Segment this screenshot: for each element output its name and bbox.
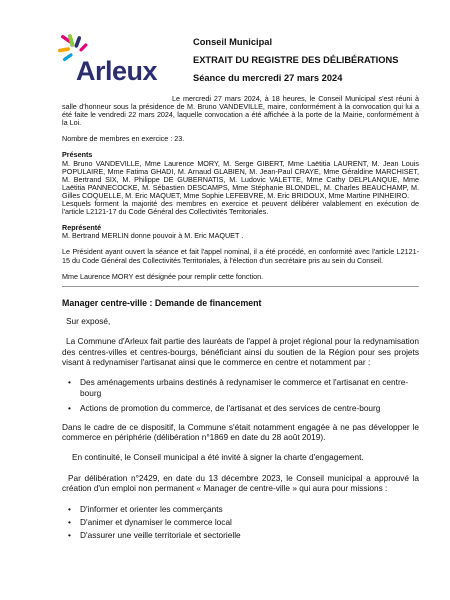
bullet-icon: •	[68, 530, 71, 541]
session-date: Séance du mercredi 27 mars 2024	[193, 73, 343, 83]
section-title: Manager centre-ville : Demande de financement	[62, 297, 262, 308]
list-item-text: D'animer et dynamiser le commerce local	[80, 516, 232, 527]
section-divider	[62, 286, 419, 287]
bullet-icon: •	[68, 403, 71, 414]
list-item	[68, 503, 419, 514]
list-item-text: D'informer et orienter les commerçants	[80, 503, 223, 514]
appel-nominal-text: Le Président ayant ouvert la séance et fait l'appel nominal, il a été procédé, en conformité avec l'article L2121-15 du Code Général des Collectivités Territoriales, à l'élection d'un secrétaire pris au sein du Conseil.	[62, 247, 419, 265]
section-para-2: Dans le cadre de ce dispositif, la Commune s'était notamment engagée à ne pas développer le commerce en périphérie (délibération n°1869 en date du 28 août 2019).	[62, 421, 419, 442]
section-para-1: La Commune d'Arleux fait partie des lauréats de l'appel à projet régional pour la redynamisation des centres-villes et centres-bourgs, bénéficiant ainsi du soutien de la Région pour ses projets visant à redynamiser l'artisanat ainsi que le commerce en centre et notamment par :	[62, 336, 419, 367]
majorite-text: Lesquels forment la majorité des membres en exercice et peuvent délibérer valablement en exécution de l'article L2121-17 du Code Général des Collectivités Territoriales.	[62, 199, 419, 217]
bullet-icon: •	[68, 377, 71, 388]
represente-heading: Représenté	[62, 223, 102, 233]
bullet-icon: •	[68, 503, 71, 514]
secretaire-text: Mme Laurence MORY est désignée pour remplir cette fonction.	[62, 271, 264, 281]
section-para-3: En continuité, le Conseil municipal a été invité à signer la charte d'engagement.	[72, 452, 364, 463]
expose-text: Sur exposé,	[66, 315, 111, 326]
list-item	[68, 377, 419, 398]
document-header	[193, 37, 433, 91]
bullet-list-1	[62, 377, 419, 413]
membres-exercice: Nombre de membres en exercice : 23.	[62, 134, 185, 144]
list-item-text: Des aménagements urbains destinés à redynamiser le commerce et l'artisanat en centre-bourg	[80, 377, 409, 398]
document-title: EXTRAIT DU REGISTRE DES DÉLIBÉRATIONS	[193, 55, 399, 65]
section-body	[62, 316, 419, 541]
list-item	[68, 403, 419, 414]
intro-paragraph: Le mercredi 27 mars 2024, à 18 heures, le Conseil Municipal s'est réuni à salle d'honneur sous la présidence de M. Bruno VANDEVILLE, maire, conformément à la convocation qui lui a été faite le vendredi 22 mars 2024, laquelle convocation a été affichée à la porte de la Mairie, conformément à la Loi.	[62, 94, 419, 128]
bullet-list-2	[62, 504, 419, 541]
document-body	[62, 95, 419, 549]
logo-text: Arleux	[76, 56, 158, 86]
presents-list: M. Bruno VANDEVILLE, Mme Laurence MORY, M. Serge GIBERT, Mme Laëtitia LAURENT, M. Jean Louis POPULAIRE, Mme Fatima GHADI, M. Arnaud GLABIEN, M. Jean-Paul CRAYE, Mme Géraldine MARCHISET, M. Bertrand SIX, M. Philippe DE GUBERNATIS, M. Ludovic VALETTE, Mme Cathy DELPLANQUE, Mme Laëtitia PANNECOCKE, M. Sébastien DESCAMPS, Mme Stéphanie BLONDEL, M. Charles BEAUCHAMP, M. Gilles COQUELLE, M. Eric MAQUET, Mme Sophie LEFEBVRE, M. Eric BRIDOUX, Mme Martine PINHEIRO.	[62, 158, 419, 200]
list-item-text: D'assurer une veille territoriale et sectorielle	[80, 530, 241, 541]
list-item	[68, 530, 419, 541]
list-item-text: Actions de promotion du commerce, de l'artisanat et des services de centre-bourg	[80, 403, 381, 414]
represente-list: M. Bertrand MERLIN donne pouvoir à M. Eric MAQUET .	[62, 231, 244, 241]
bullet-icon: •	[68, 516, 71, 527]
org-name: Conseil Municipal	[193, 37, 273, 47]
section-para-4: Par délibération n°2429, en date du 13 décembre 2023, le Conseil municipal a approuvé la création d'un emploi non permanent « Manager de centre-ville » qui aura pour missions :	[62, 472, 419, 494]
arleux-logo	[58, 34, 174, 94]
list-item	[68, 516, 419, 527]
presents-heading: Présents	[62, 150, 93, 160]
